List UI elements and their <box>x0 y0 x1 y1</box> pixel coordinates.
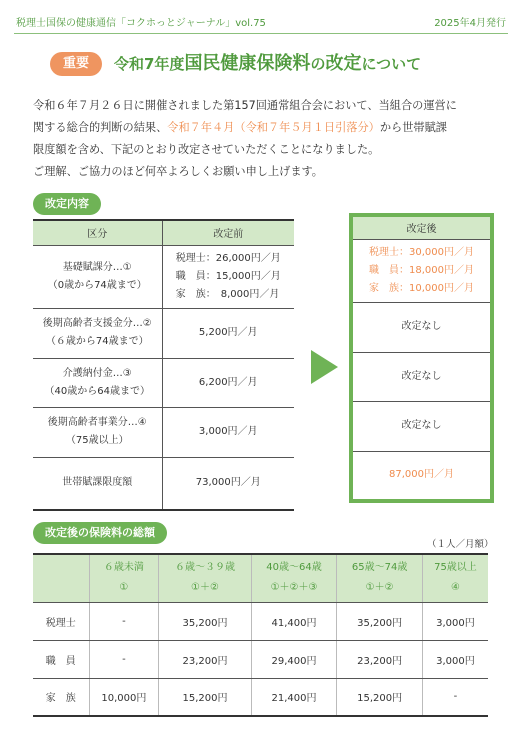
table-row <box>33 640 488 678</box>
column-header-category: 区分 <box>33 220 162 245</box>
before-cell: 5,200円／月 <box>162 308 294 358</box>
column-header-age <box>337 554 423 602</box>
table-row <box>353 352 490 401</box>
intro-line: 限度額を含め、下記のとおり改定させていただくことになりました。 <box>33 143 380 156</box>
category-cell: 世帯賦課限度額 <box>33 457 162 510</box>
age-range: 65歳～74歳 <box>351 562 408 574</box>
section-label-total: 改定後の保険料の総額 <box>33 522 167 544</box>
after-value: 家 族：10,000円／月 <box>369 282 474 294</box>
arrow-right-icon <box>311 350 338 384</box>
issue-date: 2025年4月発行 <box>434 18 506 29</box>
age-range: ６歳未満 <box>103 562 144 574</box>
table-cell: - <box>422 678 488 716</box>
formula: ①＋② <box>191 582 219 594</box>
before-cell: 6,200円／月 <box>162 358 294 407</box>
before-cell <box>162 245 294 308</box>
before-value: 職 員：15,000円／月 <box>175 270 281 282</box>
table-row <box>353 401 490 451</box>
table-cell: 3,000円 <box>422 640 488 678</box>
after-cell: 改定なし <box>353 401 490 451</box>
table-row <box>33 308 294 358</box>
column-header-age <box>251 554 337 602</box>
intro-paragraph <box>33 95 495 183</box>
section-label-revision: 改定内容 <box>33 193 101 215</box>
corner-cell <box>33 554 89 602</box>
row-header: 税理士 <box>33 602 89 640</box>
table-row <box>33 358 294 407</box>
row-header: 職 員 <box>33 640 89 678</box>
column-header-age <box>89 554 159 602</box>
page-header <box>16 14 506 28</box>
formula: ①＋② <box>365 582 394 594</box>
table-row <box>33 678 488 716</box>
after-cell <box>353 239 490 302</box>
intro-line: ご理解、ご協力のほど何卒よろしくお願い申し上げます。 <box>33 165 323 178</box>
formula: ④ <box>450 582 460 594</box>
unit-note: （１人／月額） <box>427 539 494 550</box>
category-label: 基礎賦課分…① <box>62 261 132 273</box>
age-range: 40歳～64歳 <box>266 562 322 574</box>
table-row <box>33 407 294 457</box>
column-header-before: 改定前 <box>162 220 294 245</box>
revision-after-table <box>353 217 490 499</box>
table-row <box>353 239 490 302</box>
table-cell: 15,200円 <box>337 678 423 716</box>
page-title <box>114 53 421 75</box>
category-label: 後期高齢者事業分…④ <box>47 417 147 428</box>
formula: ①＋②＋③ <box>270 582 318 594</box>
table-cell: 3,000円 <box>422 602 488 640</box>
category-range: （0歳から74歳まで） <box>47 279 147 291</box>
table-row <box>353 302 490 352</box>
column-header-age <box>422 554 488 602</box>
category-label: 介護納付金…③ <box>62 367 132 379</box>
revision-after-box <box>349 213 494 503</box>
intro-text: 関する総合的判断の結果、 <box>33 121 168 134</box>
after-cell: 改定なし <box>353 352 490 401</box>
table-cell: 29,400円 <box>251 640 337 678</box>
effective-date-highlight: 令和７年４月（令和７年５月１日引落分） <box>167 121 380 134</box>
before-cell: 73,000円／月 <box>162 457 294 510</box>
title-main: 国民健康保険料 <box>184 53 311 74</box>
header-divider <box>14 33 508 34</box>
category-cell <box>33 308 162 358</box>
category-cell <box>33 407 162 457</box>
category-range: （６歳から74歳まで） <box>45 336 149 347</box>
category-range: （75歳以上） <box>65 435 129 446</box>
important-badge: 重要 <box>50 52 102 76</box>
table-cell: 35,200円 <box>159 602 251 640</box>
after-value: 税理士：30,000円／月 <box>369 246 474 258</box>
title-particle: の <box>310 55 326 73</box>
age-range: 75歳以上 <box>434 562 477 574</box>
publication-title: 税理士国保の健康通信「コクホっとジャーナル」vol.75 <box>16 18 266 29</box>
title-suffix: について <box>361 55 422 73</box>
table-row <box>33 602 488 640</box>
before-cell: 3,000円／月 <box>162 407 294 457</box>
after-cell: 改定なし <box>353 302 490 352</box>
column-header-after: 改定後 <box>353 217 490 239</box>
category-cell <box>33 358 162 407</box>
table-cell: 41,400円 <box>251 602 337 640</box>
column-header-age <box>159 554 251 602</box>
category-cell <box>33 245 162 308</box>
table-cell: 10,000円 <box>89 678 159 716</box>
table-cell: - <box>89 640 159 678</box>
table-cell: 21,400円 <box>251 678 337 716</box>
before-value: 家 族： 8,000円／月 <box>175 288 280 300</box>
category-label: 後期高齢者支援金分…② <box>42 318 152 329</box>
intro-text: から世帯賦課 <box>379 121 447 134</box>
table-cell: - <box>89 602 159 640</box>
title-prefix: 令和7年度 <box>114 55 185 73</box>
revision-before-table <box>33 219 294 511</box>
table-cell: 35,200円 <box>337 602 423 640</box>
table-cell: 23,200円 <box>159 640 251 678</box>
table-cell: 23,200円 <box>337 640 423 678</box>
total-premium-table <box>33 553 488 717</box>
table-cell: 15,200円 <box>159 678 251 716</box>
age-range: ６歳～３９歳 <box>174 562 235 574</box>
table-row <box>33 245 294 308</box>
formula: ① <box>119 582 129 594</box>
title-main2: 改定 <box>325 53 362 74</box>
before-value: 税理士：26,000円／月 <box>175 252 281 264</box>
after-value: 職 員：18,000円／月 <box>369 264 474 276</box>
row-header: 家 族 <box>33 678 89 716</box>
intro-line: 令和６年７月２６日に開催されました第157回通常組合会において、当組合の運営に <box>33 99 457 112</box>
table-row <box>353 451 490 499</box>
category-range: （40歳から64歳まで） <box>44 385 150 397</box>
after-cell: 87,000円／月 <box>389 469 454 481</box>
intro-line <box>33 117 495 139</box>
table-row <box>33 457 294 510</box>
